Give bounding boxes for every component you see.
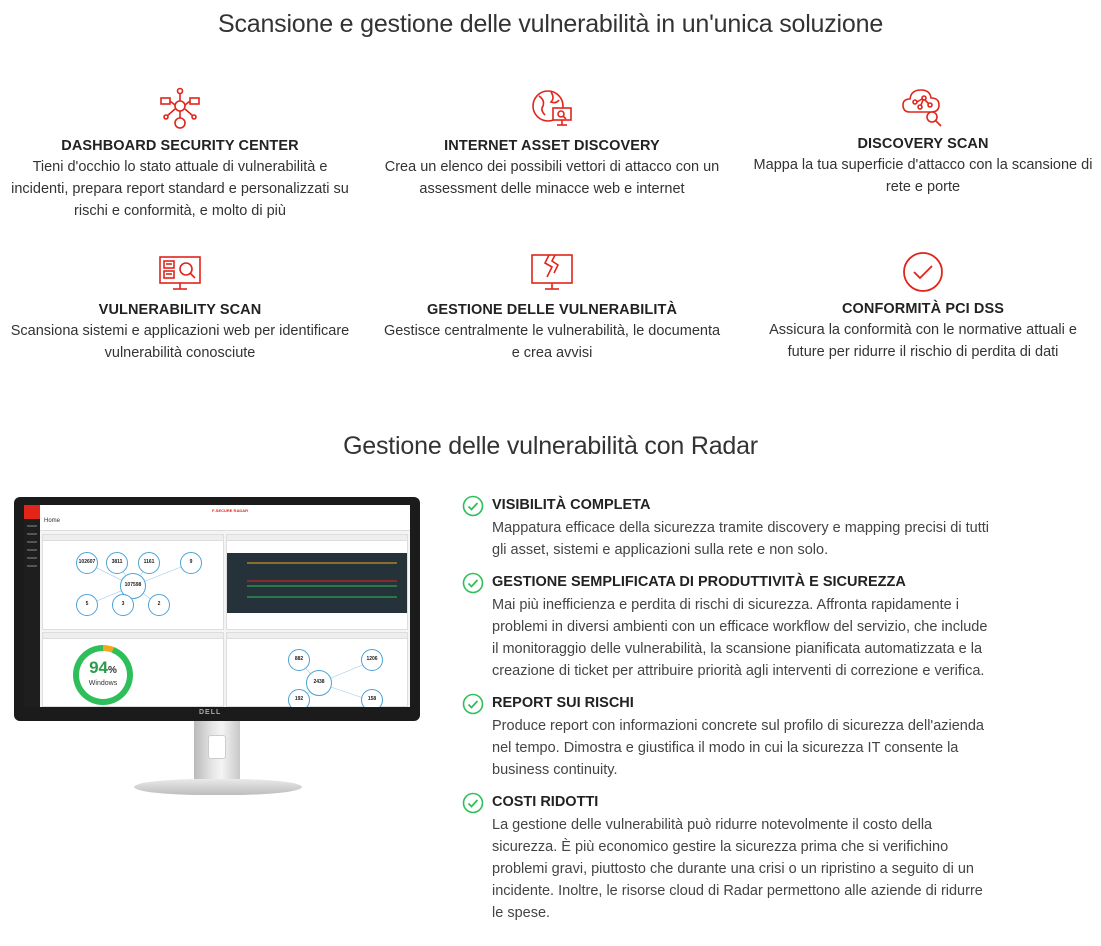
feature-desc: Tieni d'occhio lo stato attuale di vulnerabilità e incidenti, prepara report standard e personalizzati su rischi e conformità, e molto di più [11, 159, 349, 219]
benefit-desc: Mappatura efficace della sicurezza tramite discovery e mapping precisi di tutti gli asset, sistemi e applicazioni sulla rete e non solo. [492, 520, 989, 558]
count-node: 2 [148, 594, 170, 616]
section-title-solution: Scansione e gestione delle vulnerabilità in un'unica soluzione [217, 10, 884, 38]
broken-monitor-icon [529, 250, 575, 296]
monitor-foot [134, 779, 302, 795]
donut-label: Windows [88, 680, 118, 687]
app-brand: F-SECURE RADAR [212, 508, 248, 513]
feature-desc: Gestisce centralmente le vulnerabilità, le documenta e crea avvisi [383, 323, 721, 361]
count-node: 5 [76, 594, 98, 616]
feature-title: VULNERABILITY SCAN [98, 302, 262, 318]
benefit-title: REPORT SUI RISCHI [492, 695, 634, 711]
benefit-item [462, 571, 1022, 682]
benefits-list [462, 494, 1022, 934]
app-topbar [40, 505, 410, 531]
home-label: Home [44, 518, 61, 524]
dell-logo: DELL [199, 709, 222, 716]
feature-title: CONFORMITÀ PCI DSS [841, 301, 1005, 317]
count-node: 192 [288, 689, 310, 707]
feature-desc: Crea un elenco dei possibili vettori di attacco con un assessment delle minacce web e internet [384, 159, 720, 197]
count-node: 1206 [361, 649, 383, 671]
monitor-scan-icon [157, 250, 203, 296]
count-node: 1161 [138, 552, 160, 574]
feature-vulnerability-management [372, 250, 732, 364]
benefit-title: VISIBILITÀ COMPLETA [492, 497, 651, 513]
benefit-item [462, 791, 1022, 924]
check-circle-icon [900, 249, 946, 295]
globe-monitor-icon [529, 86, 575, 132]
check-circle-icon [462, 792, 484, 814]
check-circle-icon [462, 693, 484, 715]
benefit-item [462, 494, 1022, 561]
benefit-desc: Mai più inefficienza e perdita di rischi di sicurezza. Affronta rapidamente i problemi in diversi ambienti con un efficace workflow del servizio, che include il monitoraggio delle vulnerabilità, la scansione pianificata automatizzata e la creazione di ticket per attribuire priorità agli interventi di correzione e verifica. [492, 597, 988, 679]
count-total-node: 2438 [306, 670, 332, 696]
feature-internet-asset [372, 86, 732, 200]
monitor-neck [194, 721, 240, 783]
monitor-bezel [14, 497, 420, 721]
check-circle-icon [462, 572, 484, 594]
panel-vuln-severity [226, 632, 408, 707]
dashboard-network-icon [157, 86, 203, 132]
count-node: 158 [361, 689, 383, 707]
panel-overall-status [226, 534, 408, 630]
feature-pci-dss [744, 249, 1101, 363]
monitor-image [14, 497, 420, 799]
feature-title: GESTIONE DELLE VULNERABILITÀ [426, 302, 678, 318]
section-title-radar: Gestione delle vulnerabilità con Radar [343, 432, 758, 460]
benefit-title: GESTIONE SEMPLIFICATA DI PRODUTTIVITÀ E SICUREZZA [492, 574, 906, 590]
app-sidebar [24, 505, 40, 707]
check-circle-icon [462, 495, 484, 517]
count-node: 102607 [76, 552, 98, 574]
count-node: 3 [112, 594, 134, 616]
count-node: 9 [180, 552, 202, 574]
feature-dashboard [0, 86, 360, 222]
count-total-node: 107598 [120, 573, 146, 599]
benefit-title: COSTI RIDOTTI [492, 794, 599, 810]
benefit-item [462, 692, 1022, 781]
feature-desc: Assicura la conformità con le normative attuali e future per ridurre il rischio di perdita di dati [769, 322, 1077, 360]
panel-vuln-status [42, 534, 224, 630]
cloud-magnifier-icon [900, 84, 946, 130]
feature-title: INTERNET ASSET DISCOVERY [444, 138, 660, 154]
feature-title: DISCOVERY SCAN [857, 136, 989, 152]
panel-vuln-os [42, 632, 224, 707]
feature-vulnerability-scan [0, 250, 360, 364]
os-donut: 94% Windows [73, 645, 133, 705]
benefit-desc: Produce report con informazioni concrete sul profilo di sicurezza dell'azienda nel tempo. Dimostra e giustifica il modo in cui la sicurezza IT consente la business continuity. [492, 718, 984, 778]
donut-percent: 94 [89, 658, 108, 677]
dashboard-screen [24, 505, 410, 707]
feature-desc: Scansiona sistemi e applicazioni web per identificare vulnerabilità conosciute [10, 323, 350, 361]
feature-title: DASHBOARD SECURITY CENTER [61, 138, 299, 154]
feature-discovery-scan [744, 84, 1101, 198]
feature-desc: Mappa la tua superficie d'attacco con la scansione di rete e porte [753, 157, 1093, 195]
count-node: 3811 [106, 552, 128, 574]
benefit-desc: La gestione delle vulnerabilità può ridurre notevolmente il costo della sicurezza. È più economico gestire la sicurezza prima che si verifichino problemi gravi, piuttosto che durante una crisi o un ripristino a seguito di un incidente. Inoltre, le risorse cloud di Radar permettono alle aziende di ridurre le spese. [492, 817, 983, 921]
count-node: 882 [288, 649, 310, 671]
